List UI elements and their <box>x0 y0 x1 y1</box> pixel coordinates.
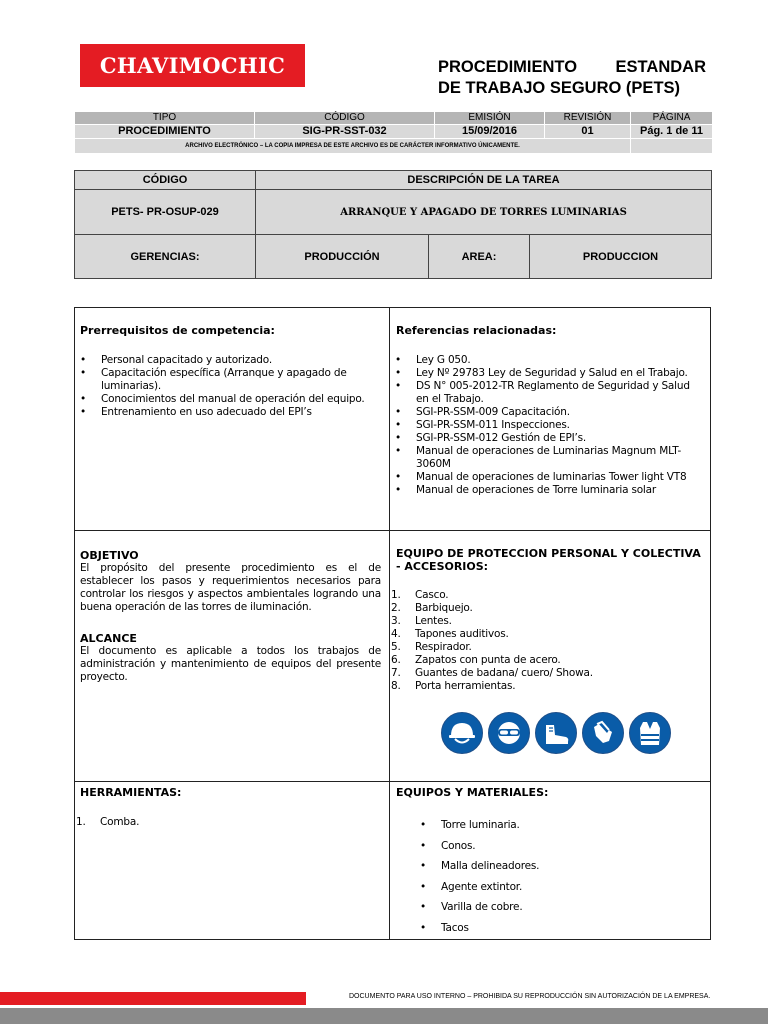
helmet-icon <box>441 712 483 754</box>
ppe-list <box>391 589 701 693</box>
list-item: • Torre luminaria. <box>418 815 698 836</box>
tools-list <box>76 816 376 829</box>
column-divider <box>389 307 390 940</box>
references-list <box>393 354 703 497</box>
scope-text: El documento es aplicable a todos los trabajos de administración y mantenimiento de equipos del presente proyecto. <box>80 645 381 683</box>
area-value: PRODUCCION <box>530 235 712 279</box>
footer-red-bar <box>0 992 306 1005</box>
list-item: • Tacos <box>418 918 698 939</box>
list-item: • Varilla de cobre. <box>418 897 698 918</box>
list-item: 3. Lentes. <box>391 615 452 627</box>
document-title <box>438 57 706 99</box>
list-item: • DS N° 005-2012-TR Reglamento de Seguridad y Salud en el Trabajo. <box>393 380 703 406</box>
list-item: • SGI-PR-SSM-011 Inspecciones. <box>393 419 703 432</box>
ppe-icons <box>441 712 671 754</box>
list-item: 5. Respirador. <box>391 641 472 653</box>
row-divider-2 <box>74 781 711 782</box>
list-item: • Malla delineadores. <box>418 856 698 877</box>
list-item: • Ley G 050. <box>393 354 703 367</box>
objective-text: El propósito del presente procedimiento es el de establecer los pasos y requerimientos necesarios para controlar los riesgos y aspectos ambientales logrando una buena operación de las torres de iluminación. <box>80 562 381 613</box>
list-item: • Entrenamiento en uso adecuado del EPI’s <box>78 406 378 419</box>
references-heading: Referencias relacionadas: <box>396 324 557 337</box>
meta-header-tipo: TIPO <box>75 112 255 125</box>
ppe-heading: EQUIPO DE PROTECCION PERSONAL Y COLECTIVA - ACCESORIOS: <box>396 547 701 573</box>
codigo-label: CÓDIGO <box>75 171 256 190</box>
list-item: • Conos. <box>418 836 698 857</box>
list-item: • Agente extintor. <box>418 877 698 898</box>
meta-value-pagina: Pág. 1 de 11 <box>631 125 713 139</box>
footer-notice: DOCUMENTO PARA USO INTERNO – PROHIBIDA SU REPRODUCCIÓN SIN AUTORIZACIÓN DE LA EMPRESA. <box>349 993 711 1000</box>
safety-vest-icon <box>629 712 671 754</box>
list-item: 6. Zapatos con punta de acero. <box>391 654 561 666</box>
title-line-2: DE TRABAJO SEGURO (PETS) <box>438 79 681 97</box>
title-word-2: ESTANDAR <box>615 58 706 76</box>
list-item: • Capacitación específica (Arranque y apagado de luminarias). <box>78 367 378 393</box>
area-label: AREA: <box>429 235 530 279</box>
meta-header-revision: REVISIÓN <box>545 112 631 125</box>
list-item: 8. Porta herramientas. <box>391 680 516 692</box>
meta-value-revision: 01 <box>545 125 631 139</box>
list-item: 2. Barbiquejo. <box>391 602 473 614</box>
list-item: 4. Tapones auditivos. <box>391 628 509 640</box>
task-code: PETS- PR-OSUP-029 <box>75 190 256 235</box>
meta-value-codigo: SIG-PR-SST-032 <box>255 125 435 139</box>
objective-heading: OBJETIVO <box>80 549 139 562</box>
list-item: • Manual de operaciones de Luminarias Magnum MLT-3060M <box>393 445 703 471</box>
meta-value-emision: 15/09/2016 <box>435 125 545 139</box>
list-item: 7. Guantes de badana/ cuero/ Showa. <box>391 667 593 679</box>
equipment-heading: EQUIPOS Y MATERIALES: <box>396 786 549 799</box>
list-item: 1. Casco. <box>391 589 449 601</box>
task-table <box>74 170 712 279</box>
prerequisites-heading: Prerrequisitos de competencia: <box>80 324 275 337</box>
title-word-1: PROCEDIMIENTO <box>438 58 578 76</box>
equipment-list <box>418 815 698 939</box>
meta-header-codigo: CÓDIGO <box>255 112 435 125</box>
gerencias-label: GERENCIAS: <box>75 235 256 279</box>
list-item: • Manual de operaciones de Torre luminaria solar <box>393 484 703 497</box>
row-divider-1 <box>74 530 711 531</box>
meta-header-emision: EMISIÓN <box>435 112 545 125</box>
prerequisites-list <box>78 354 378 419</box>
task-description: ARRANQUE Y APAGADO DE TORRES LUMINARIAS <box>256 190 712 235</box>
gloves-icon <box>582 712 624 754</box>
descripcion-label: DESCRIPCIÓN DE LA TAREA <box>256 171 712 190</box>
safety-boot-icon <box>535 712 577 754</box>
meta-header-pagina: PÁGINA <box>631 112 713 125</box>
footer-gray-bar <box>0 1008 768 1024</box>
goggles-icon <box>488 712 530 754</box>
tools-heading: HERRAMIENTAS: <box>80 786 182 799</box>
list-item: 1. Comba. <box>76 816 140 828</box>
company-logo: CHAVIMOCHIC <box>80 44 305 87</box>
list-item: • Conocimientos del manual de operación del equipo. <box>78 393 378 406</box>
meta-note: ARCHIVO ELECTRÓNICO – LA COPIA IMPRESA DE ESTE ARCHIVO ES DE CARÁCTER INFORMATIVO ÚNICAMENTE. <box>75 139 631 154</box>
list-item: • Ley Nº 29783 Ley de Seguridad y Salud en el Trabajo. <box>393 367 703 380</box>
gerencias-value: PRODUCCIÓN <box>256 235 429 279</box>
meta-value-tipo: PROCEDIMIENTO <box>75 125 255 139</box>
list-item: • SGI-PR-SSM-012 Gestión de EPI’s. <box>393 432 703 445</box>
meta-note-empty <box>631 139 713 154</box>
list-item: • Personal capacitado y autorizado. <box>78 354 378 367</box>
scope-heading: ALCANCE <box>80 632 137 645</box>
list-item: • SGI-PR-SSM-009 Capacitación. <box>393 406 703 419</box>
document-meta-table <box>74 111 713 154</box>
list-item: • Manual de operaciones de luminarias Tower light VT8 <box>393 471 703 484</box>
